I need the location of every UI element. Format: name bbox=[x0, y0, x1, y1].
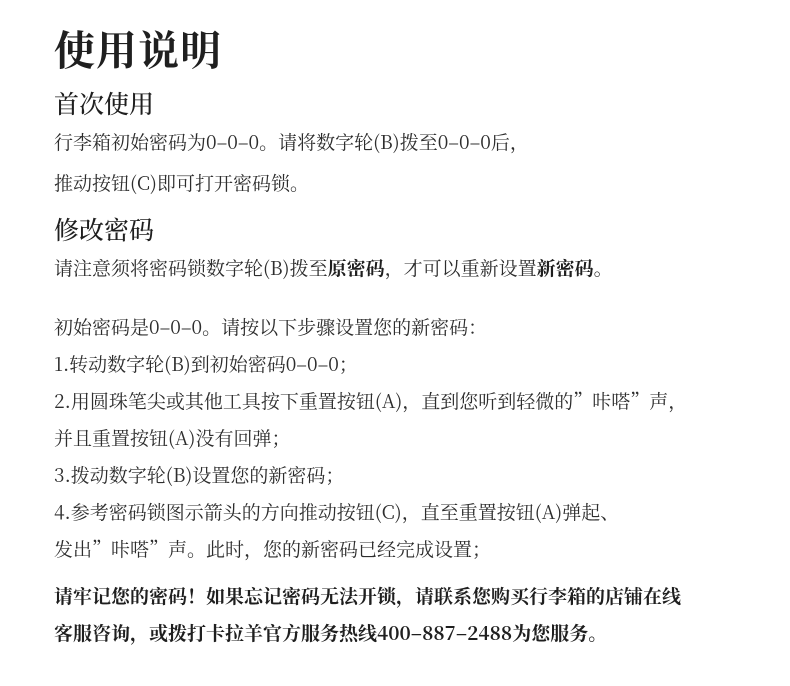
note-text-2: ，才可以重新设置 bbox=[384, 254, 537, 281]
first-use-line-2: 推动按钮(C)即可打开密码锁。 bbox=[54, 169, 309, 196]
note-original-password: 原密码 bbox=[327, 254, 385, 281]
steps-intro: 初始密码是0–0–0。请按以下步骤设置您的新密码： bbox=[54, 313, 488, 340]
note-text-1: 请注意须将密码锁数字轮(B)拨至 bbox=[54, 254, 328, 281]
step-2: 2.用圆珠笔尖或其他工具按下重置按钮(A)，直到您听到轻微的”咔嗒”声， bbox=[54, 387, 688, 414]
note-new-password: 新密码 bbox=[536, 254, 594, 281]
reminder-line-1: 请牢记您的密码！如果忘记密码无法开锁，请联系您购买行李箱的店铺在线 bbox=[54, 582, 682, 609]
step-1: 1.转动数字轮(B)到初始密码0–0–0； bbox=[54, 350, 358, 377]
note-text-3: 。 bbox=[593, 254, 613, 281]
step-3: 3.拨动数字轮(B)设置您的新密码； bbox=[54, 461, 345, 488]
instructions-page bbox=[54, 18, 774, 651]
step-4: 4.参考密码锁图示箭头的方向推动按钮(C)，直至重置按钮(A)弹起、 bbox=[54, 498, 620, 525]
step-4-continued: 发出”咔嗒”声。此时，您的新密码已经完成设置； bbox=[54, 535, 492, 562]
reminder-line-2: 客服咨询，或拨打卡拉羊官方服务热线400–887–2488为您服务。 bbox=[54, 619, 608, 646]
change-password-note bbox=[54, 249, 774, 286]
page-title: 使用说明 bbox=[54, 18, 222, 77]
first-use-line-1: 行李箱初始密码为0–0–0。请将数字轮(B)拨至0–0–0后， bbox=[54, 128, 529, 155]
section-title-change-password: 修改密码 bbox=[54, 211, 155, 247]
section-title-first-use: 首次使用 bbox=[54, 85, 155, 121]
step-2-continued: 并且重置按钮(A)没有回弹； bbox=[54, 424, 291, 451]
